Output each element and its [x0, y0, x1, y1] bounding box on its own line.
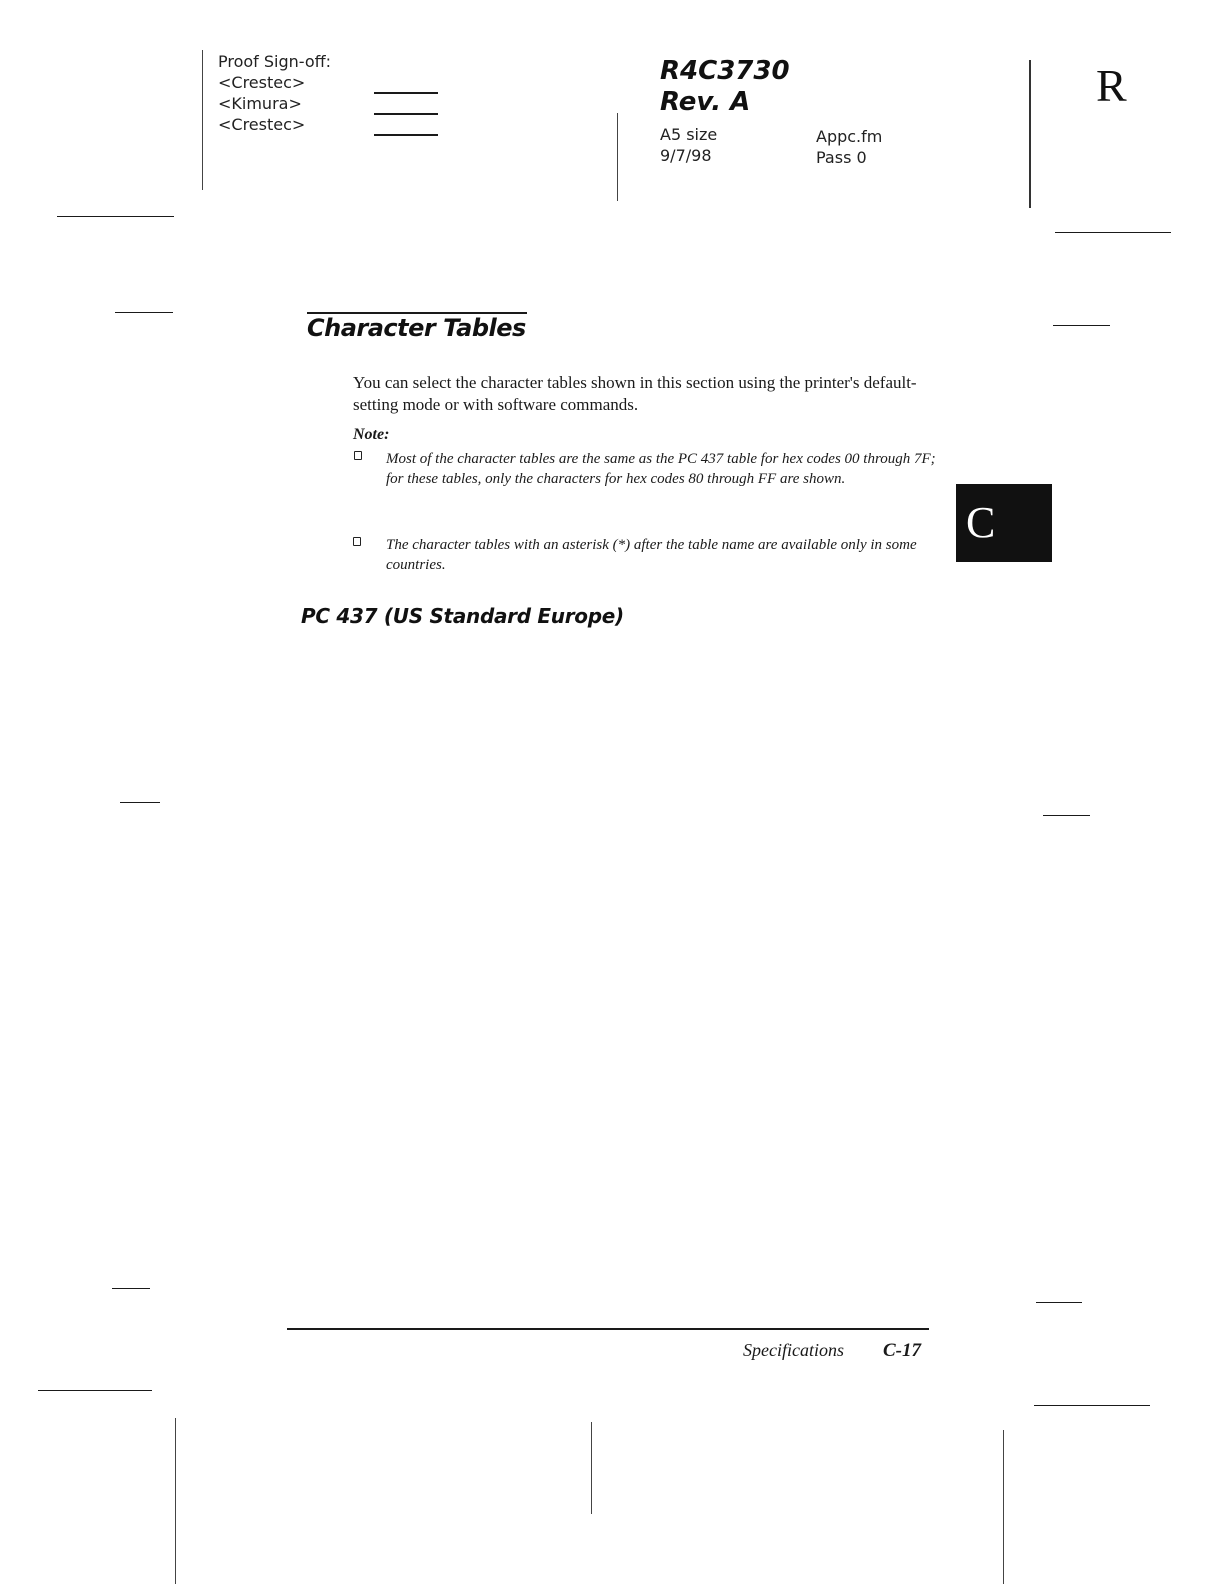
doc-pass: Pass 0 — [816, 148, 867, 167]
crop-mark-left-5 — [38, 1390, 152, 1391]
note-item-2: The character tables with an asterisk (*) after the table name are available only in some countries. — [386, 537, 917, 573]
doc-date: 9/7/98 — [660, 146, 712, 165]
doc-size: A5 size — [660, 125, 718, 144]
signature-line-1 — [374, 92, 438, 94]
table-subheading: PC 437 (US Standard Europe) — [301, 604, 624, 628]
doc-code: R4C3730 — [660, 56, 790, 86]
note-label: Note: — [353, 426, 390, 443]
header-left-divider — [202, 50, 203, 190]
footer-chapter: Specifications — [743, 1340, 844, 1360]
crop-mark-right-2 — [1053, 325, 1110, 326]
doc-revision: Rev. A — [660, 87, 751, 117]
checkbox-bullet-icon — [353, 537, 361, 546]
checkbox-bullet-icon — [354, 451, 362, 460]
signer-1: <Crestec> — [218, 73, 306, 92]
chapter-tab: C — [956, 484, 1052, 562]
crop-mark-bottom-right — [1003, 1430, 1004, 1584]
intro-paragraph: You can select the character tables shown in this section using the printer's default-setting mode or with software commands. — [353, 373, 917, 414]
signature-line-3 — [374, 134, 438, 136]
proof-signoff-block — [218, 51, 331, 135]
crop-mark-bottom-mid — [591, 1422, 592, 1514]
crop-mark-right-1 — [1055, 232, 1171, 233]
crop-mark-bottom-left — [175, 1418, 176, 1584]
header-mid-divider — [617, 113, 618, 201]
crop-mark-right-5 — [1034, 1405, 1150, 1406]
footer-page-number: C-17 — [883, 1340, 921, 1361]
signature-line-2 — [374, 113, 438, 115]
proof-signoff-title: Proof Sign-off: — [218, 52, 332, 71]
crop-mark-right-4 — [1036, 1302, 1082, 1303]
header-right-divider — [1029, 60, 1031, 208]
section-title: Character Tables — [307, 314, 526, 342]
footer-rule — [287, 1328, 929, 1330]
crop-mark-left-2 — [115, 312, 173, 313]
note-item-1: Most of the character tables are the same as the PC 437 table for hex codes 00 through 7F; for these tables, only the characters for hex codes 80 through FF are shown. — [386, 451, 936, 487]
signer-3: <Crestec> — [218, 115, 306, 134]
signer-2: <Kimura> — [218, 94, 302, 113]
crop-mark-left-1 — [57, 216, 174, 217]
doc-file: Appc.fm — [816, 127, 883, 146]
crop-mark-left-4 — [112, 1288, 150, 1289]
crop-mark-right-3 — [1043, 815, 1090, 816]
crop-mark-left-3 — [120, 802, 160, 803]
corner-mark: R — [1096, 60, 1127, 111]
